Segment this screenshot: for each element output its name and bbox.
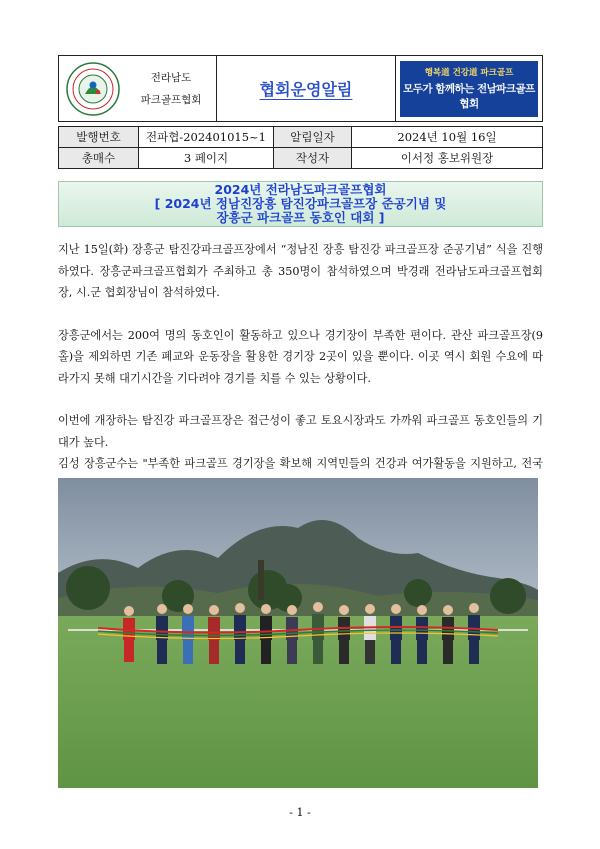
slogan-top: 행복道 건강道 파크골프	[424, 68, 514, 78]
slogan-cell	[396, 56, 542, 121]
title-banner	[58, 181, 543, 227]
document-header	[58, 55, 543, 122]
page-count-value: 3 페이지	[139, 148, 274, 169]
association-logo-icon	[65, 61, 121, 117]
paragraph-background: 장흥군에서는 200여 명의 동호인이 활동하고 있으나 경기장이 부족한 편이다. 관산 파크골프장(9홀)을 제외하면 기존 폐교와 운동장을 활용한 경기장 2곳이 있을 뿐이다. 이곳 역시 회원 수요에 따라가지 못해 대기시간을 기다려야 경기를 치를 수 있는 상황이다.	[58, 328, 543, 385]
author-label: 작성자	[274, 148, 352, 169]
banner-line1: 2024년 전라남도파크골프협회	[214, 182, 387, 197]
meta-table	[58, 126, 543, 169]
article-body	[58, 239, 543, 496]
issue-number-value: 전파협-202401015~1	[139, 127, 274, 148]
author-value: 이서정 홍보위원장	[352, 148, 543, 169]
paragraph-event: 지난 15일(화) 장흥군 탐진강파크골프장에서 “정남진 장흥 탐진강 파크골프장 준공기념” 식을 진행하였다. 장흥군파크골프협회가 주최하고 총 350명이 참석하였으며 박경래 전라남도파크골프협회장, 시.군 협회장님이 참석하였다.	[58, 243, 543, 299]
slogan-badge	[400, 61, 538, 117]
notice-title-cell	[217, 56, 396, 121]
page-number: - 1 -	[289, 806, 311, 819]
slogan-bottom: 모두가 함께하는 전남파크골프협회	[403, 83, 535, 110]
notice-date-label: 알림일자	[274, 127, 352, 148]
table-row	[59, 127, 543, 148]
notice-title: 협회운영알림	[259, 80, 353, 99]
org-name-line2: 파크골프협회	[140, 93, 202, 106]
issue-number-label: 발행번호	[59, 127, 139, 148]
paragraph-quote: 김성 장흥군수는 "부족한 파크골프 경기장을 확보해 지역민들의 건강과 여가활동을 지원하고, 전국	[58, 457, 543, 470]
org-name-line1: 전라남도	[150, 71, 192, 84]
organization-block	[59, 56, 217, 121]
table-row	[59, 148, 543, 169]
notice-date-value: 2024년 10월 16일	[352, 127, 543, 148]
page-count-label: 총매수	[59, 148, 139, 169]
banner-line2: [ 2024년 정남진장흥 탐진강파크골프장 준공기념 및	[154, 196, 447, 211]
paragraph-expectation: 이번에 개장하는 탐진강 파크골프장은 접근성이 좋고 토요시장과도 가까워 파크골프 동호인들의 기대가 높다.	[58, 414, 543, 449]
banner-line3: 장흥군 파크골프 동호인 대회 ]	[216, 210, 385, 225]
ceremony-photo	[58, 478, 538, 788]
